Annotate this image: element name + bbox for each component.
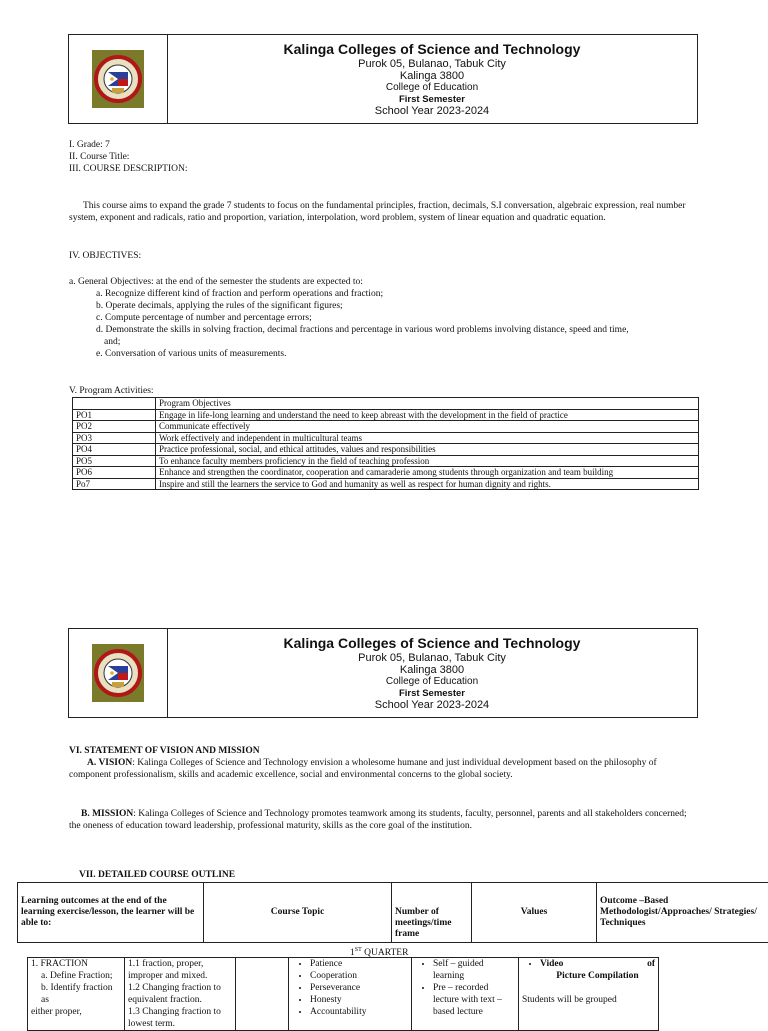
po-code: PO3: [73, 432, 156, 444]
po-code: PO5: [73, 455, 156, 467]
course-outline-heading: VII. DETAILED COURSE OUTLINE: [79, 869, 235, 881]
vision-paragraph: [69, 757, 699, 781]
table-row: [73, 455, 699, 467]
table-row: [73, 478, 699, 490]
col-methodology: Outcome –Based Methodologist/Approaches/ Strategies/ Techniques: [597, 883, 768, 943]
po-text: Inspire and still the learners the service to God and humanity as well as respect for human dignity and rights.: [156, 478, 699, 490]
po-code: Po7: [73, 478, 156, 490]
value-item: • Patience: [310, 958, 408, 970]
topic-line: 1.1 fraction, proper, improper and mixed.: [128, 958, 232, 982]
objectives-heading: IV. OBJECTIVES:: [69, 250, 141, 262]
po-code: PO1: [73, 409, 156, 421]
school-logo-cell: [69, 629, 168, 717]
cell-topic: [125, 958, 236, 1031]
school-seal-icon: [90, 48, 146, 110]
outcome-line: 1. FRACTION: [31, 958, 121, 970]
letterhead-1: [68, 34, 698, 124]
quarter-number: 1: [350, 948, 355, 958]
cell-methods: [412, 958, 519, 1031]
method-item: • Pre – recorded lecture with text – based lecture: [433, 982, 515, 1018]
table-row: [73, 421, 699, 433]
po-code: PO6: [73, 467, 156, 479]
po-code: PO4: [73, 444, 156, 456]
address-line-1: Purok 05, Bulanao, Tabuk City: [358, 652, 506, 664]
table-row: [73, 467, 699, 479]
mission-label: B. MISSION: [81, 809, 133, 819]
po-text: Communicate effectively: [156, 421, 699, 433]
course-description: [69, 200, 699, 224]
program-objectives-table: [72, 397, 699, 490]
po-code: PO2: [73, 421, 156, 433]
mission-paragraph: [69, 808, 699, 832]
col-course-topic: Course Topic: [204, 883, 392, 943]
value-item: • Accountability: [310, 1006, 408, 1018]
col-learning-outcomes: Learning outcomes at the end of the learning exercise/lesson, the learner will be able to:: [18, 883, 204, 943]
semester: First Semester: [399, 688, 465, 699]
program-objectives-header: Program Objectives: [156, 398, 699, 410]
school-year: School Year 2023-2024: [375, 699, 489, 711]
cell-outcomes: [28, 958, 125, 1031]
techniques-list: [522, 958, 655, 982]
po-text: Work effectively and independent in multicultural teams: [156, 432, 699, 444]
course-outline-header-table: [17, 882, 768, 943]
school-year: School Year 2023-2024: [375, 105, 489, 117]
objective-e: e. Conversation of various units of measurements.: [96, 348, 287, 360]
values-list: [292, 958, 408, 1018]
vision-mission-heading: VI. STATEMENT OF VISION AND MISSION: [69, 745, 260, 757]
program-activities-heading: V. Program Activities:: [69, 385, 154, 397]
methods-list: [415, 958, 515, 1018]
objective-b: b. Operate decimals, applying the rules of the significant figures;: [96, 300, 343, 312]
vision-text: : Kalinga Colleges of Science and Technology envision a wholesome humane and just individual development based on the philosophy of component professionalism, skills and academic excellence, social and environmental concerns to the global society.: [69, 758, 657, 780]
mission-text: : Kalinga Colleges of Science and Technology promotes teamwork among its students, faculty, personnel, parents and all stakeholders concerned; the oneness of education toward leadership, professional maturity, skills as the core goal of the institution.: [69, 809, 687, 831]
college-name: College of Education: [386, 82, 478, 94]
value-item: • Honesty: [310, 994, 408, 1006]
col-values: Values: [472, 883, 597, 943]
po-text: Engage in life-long learning and understand the need to keep abreast with the development in the field of practice: [156, 409, 699, 421]
semester: First Semester: [399, 94, 465, 105]
topic-line: 1.2 Changing fraction to equivalent fraction.: [128, 982, 232, 1006]
course-outline-detail-table: [27, 957, 659, 1031]
course-description-text: This course aims to expand the grade 7 students to focus on the fundamental principles, fraction, decimals, S.I conversation, algebraic expression, real number system, exponent and radicals, ratio and proportion, variation, interpolation, word problem, system of linear equation and quadratic equation.: [69, 201, 686, 223]
outcome-line: b. Identify fraction as: [31, 982, 121, 1006]
table-row: [28, 958, 659, 1031]
school-name: Kalinga Colleges of Science and Technology: [284, 635, 581, 652]
course-title-line: II. Course Title:: [69, 151, 129, 163]
general-objectives: a. General Objectives: at the end of the semester the students are expected to:: [69, 276, 363, 288]
table-cell: [73, 398, 156, 410]
po-text: Enhance and strengthen the coordinator, cooperation and camaraderie among students through organization and team building: [156, 467, 699, 479]
table-row: [73, 432, 699, 444]
address-line-2: Kalinga 3800: [400, 70, 464, 82]
value-item: • Perseverance: [310, 982, 408, 994]
technique-of: of: [647, 958, 655, 970]
method-item: • Self – guided learning: [433, 958, 515, 982]
letterhead-2: [68, 628, 698, 718]
value-item: • Cooperation: [310, 970, 408, 982]
topic-line: 1.3 Changing fraction to lowest term.: [128, 1006, 232, 1030]
po-text: Practice professional, social, and ethical attitudes, values and responsibilities: [156, 444, 699, 456]
letterhead-text: [167, 35, 697, 123]
quarter-text: QUARTER: [362, 948, 409, 958]
course-description-heading: III. COURSE DESCRIPTION:: [69, 163, 188, 175]
technique-picture: Picture Compilation: [540, 970, 655, 982]
letterhead-text: [167, 629, 697, 717]
po-text: To enhance faculty members proficiency in the field of teaching profession: [156, 455, 699, 467]
outcome-line: either proper,: [31, 1006, 121, 1018]
table-row: [18, 883, 768, 943]
address-line-2: Kalinga 3800: [400, 664, 464, 676]
objective-a: a. Recognize different kind of fraction and perform operations and fraction;: [96, 288, 383, 300]
school-seal-icon: [90, 642, 146, 704]
table-row: [73, 409, 699, 421]
col-meetings: Number of meetings/time frame: [392, 883, 472, 943]
school-logo-cell: [69, 35, 168, 123]
objective-d-cont: and;: [104, 336, 120, 348]
cell-values: [289, 958, 412, 1031]
quarter-suffix: ST: [355, 947, 362, 953]
grade-line: I. Grade: 7: [69, 139, 110, 151]
table-row: [73, 398, 699, 410]
objective-d: d. Demonstrate the skills in solving fraction, decimal fractions and percentage in various word problems involving distance, speed and time,: [96, 324, 699, 336]
technique-note: Students will be grouped: [522, 994, 655, 1006]
school-name: Kalinga Colleges of Science and Technology: [284, 41, 581, 58]
technique-video: Video: [540, 959, 563, 969]
table-row: [73, 444, 699, 456]
college-name: College of Education: [386, 676, 478, 688]
cell-techniques: [519, 958, 659, 1031]
outcome-line: a. Define Fraction;: [31, 970, 121, 982]
address-line-1: Purok 05, Bulanao, Tabuk City: [358, 58, 506, 70]
objective-c: c. Compute percentage of number and percentage errors;: [96, 312, 312, 324]
vision-label: A. VISION: [87, 758, 132, 768]
technique-item: [540, 958, 655, 982]
cell-meetings: [236, 958, 289, 1031]
